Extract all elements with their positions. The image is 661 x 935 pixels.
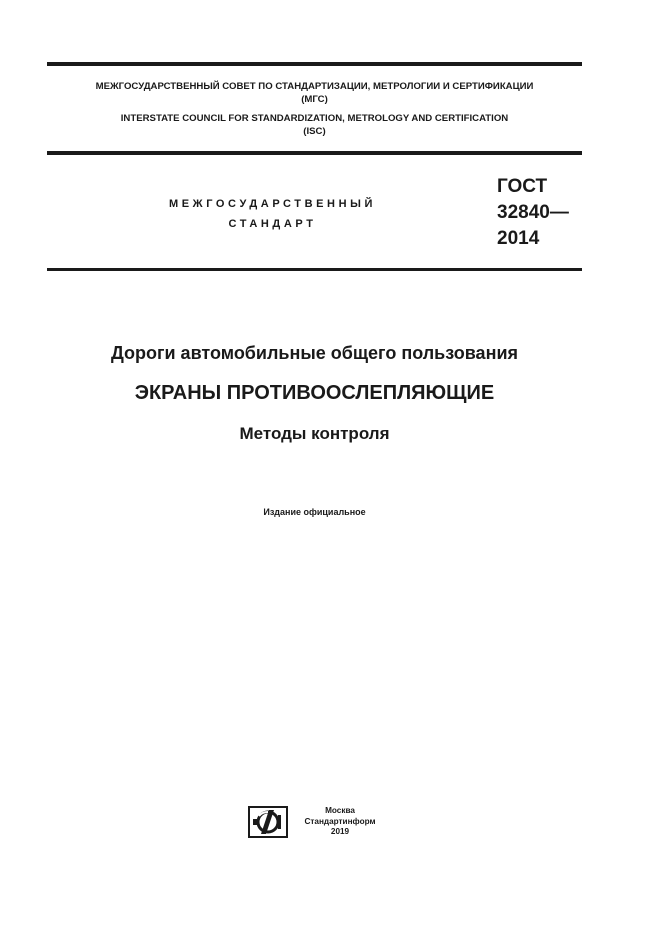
council-name-english (47, 112, 582, 138)
standard-type-line1: МЕЖГОСУДАРСТВЕННЫЙ (168, 198, 377, 210)
standard-code-line1: ГОСТ (497, 176, 548, 197)
publisher-block (288, 806, 392, 838)
council-name-ru-line2: (МГС) (301, 94, 328, 105)
document-title: ЭКРАНЫ ПРОТИВООСЛЕПЛЯЮЩИЕ (134, 382, 495, 404)
standartinform-logo-icon (248, 806, 288, 838)
middle-rule (47, 151, 582, 155)
document-subtitle: Методы контроля (239, 424, 390, 443)
standard-code-line2: 32840— (497, 202, 569, 223)
document-category: Дороги автомобильные общего пользования (110, 343, 519, 363)
publisher-city: Москва (325, 806, 355, 815)
top-rule (47, 62, 582, 66)
council-name-ru-line1: МЕЖГОСУДАРСТВЕННЫЙ СОВЕТ ПО СТАНДАРТИЗАЦИИ, МЕТРОЛОГИИ И СЕРТИФИКАЦИИ (95, 81, 534, 92)
standard-type-line2: СТАНДАРТ (228, 218, 317, 230)
standard-code (497, 174, 569, 252)
publisher-name: Стандартинформ (304, 816, 376, 826)
publisher-year: 2019 (330, 827, 350, 836)
standard-type (125, 194, 420, 234)
council-name-en-line2: (ISC) (303, 126, 326, 137)
edition-label: Издание официальное (263, 507, 366, 517)
council-name-russian (47, 80, 582, 106)
standard-code-line3: 2014 (497, 228, 540, 249)
bottom-rule (47, 268, 582, 271)
council-name-en-line1: INTERSTATE COUNCIL FOR STANDARDIZATION, METROLOGY AND CERTIFICATION (120, 113, 509, 124)
